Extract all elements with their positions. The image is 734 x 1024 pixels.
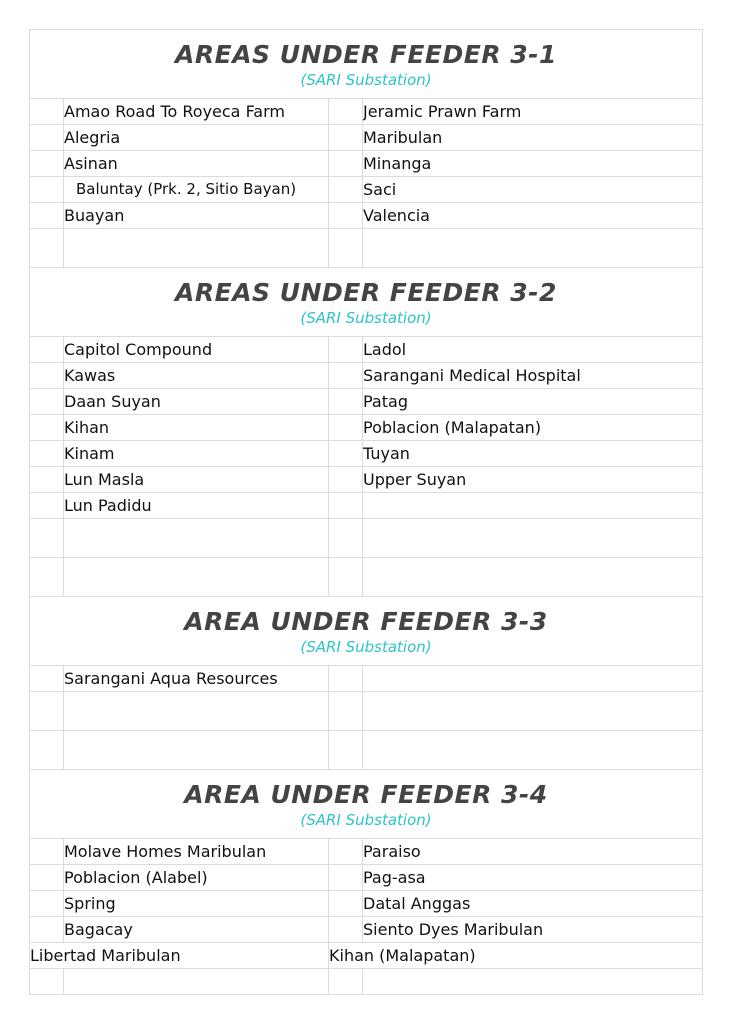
section-subtitle: (SARI Substation) <box>300 309 432 327</box>
empty-row <box>30 519 703 558</box>
area-name: Libertad Maribulan <box>30 943 329 969</box>
section-header <box>30 770 703 839</box>
table-row <box>30 203 703 229</box>
table-row <box>30 415 703 441</box>
area-name: Poblacion (Alabel) <box>64 865 329 891</box>
empty-row <box>30 692 703 731</box>
table-row <box>30 99 703 125</box>
empty-row <box>30 558 703 597</box>
table-row <box>30 441 703 467</box>
table-row <box>30 839 703 865</box>
section-title: AREAS UNDER FEEDER 3-1 <box>175 40 557 69</box>
section-subtitle: (SARI Substation) <box>300 71 432 89</box>
area-name: Maribulan <box>363 125 703 151</box>
area-name: Tuyan <box>363 441 703 467</box>
area-name: Ladol <box>363 337 703 363</box>
table-row <box>30 891 703 917</box>
area-name: Kihan (Malapatan) <box>329 943 703 969</box>
table-row <box>30 125 703 151</box>
feeder-areas-table <box>29 29 703 995</box>
area-name: Kawas <box>64 363 329 389</box>
table-row <box>30 917 703 943</box>
table-row <box>30 865 703 891</box>
area-name: Saci <box>363 177 703 203</box>
area-name: Buayan <box>64 203 329 229</box>
section-header <box>30 268 703 337</box>
area-name: Pag-asa <box>363 865 703 891</box>
section-title: AREAS UNDER FEEDER 3-2 <box>175 278 557 307</box>
area-name: Minanga <box>363 151 703 177</box>
table-row <box>30 151 703 177</box>
table-row <box>30 666 703 692</box>
table-row <box>30 363 703 389</box>
table-row <box>30 467 703 493</box>
area-name: Daan Suyan <box>64 389 329 415</box>
area-name: Datal Anggas <box>363 891 703 917</box>
table-row <box>30 337 703 363</box>
area-name: Patag <box>363 389 703 415</box>
area-name: Capitol Compound <box>64 337 329 363</box>
empty-row <box>30 731 703 770</box>
area-name: Spring <box>64 891 329 917</box>
table-row <box>30 493 703 519</box>
area-name: Upper Suyan <box>363 467 703 493</box>
section-title: AREA UNDER FEEDER 3-4 <box>184 780 548 809</box>
section-subtitle: (SARI Substation) <box>300 638 432 656</box>
area-name: Molave Homes Maribulan <box>64 839 329 865</box>
area-name: Baluntay (Prk. 2, Sitio Bayan) <box>64 177 329 203</box>
table-row <box>30 177 703 203</box>
section-header <box>30 30 703 99</box>
area-name: Valencia <box>363 203 703 229</box>
area-name: Kihan <box>64 415 329 441</box>
area-name: Sarangani Medical Hospital <box>363 363 703 389</box>
table-row <box>30 943 703 969</box>
area-name: Paraiso <box>363 839 703 865</box>
empty-row <box>30 229 703 268</box>
area-name: Jeramic Prawn Farm <box>363 99 703 125</box>
area-name: Bagacay <box>64 917 329 943</box>
area-name: Poblacion (Malapatan) <box>363 415 703 441</box>
area-name: Alegria <box>64 125 329 151</box>
table-row <box>30 389 703 415</box>
area-name: Amao Road To Royeca Farm <box>64 99 329 125</box>
area-name: Sarangani Aqua Resources <box>64 666 329 692</box>
section-title: AREA UNDER FEEDER 3-3 <box>184 607 548 636</box>
section-subtitle: (SARI Substation) <box>300 811 432 829</box>
section-header <box>30 597 703 666</box>
empty-row <box>30 969 703 995</box>
area-name: Asinan <box>64 151 329 177</box>
area-name: Siento Dyes Maribulan <box>363 917 703 943</box>
area-name: Lun Masla <box>64 467 329 493</box>
area-name: Kinam <box>64 441 329 467</box>
area-name: Lun Padidu <box>64 493 329 519</box>
